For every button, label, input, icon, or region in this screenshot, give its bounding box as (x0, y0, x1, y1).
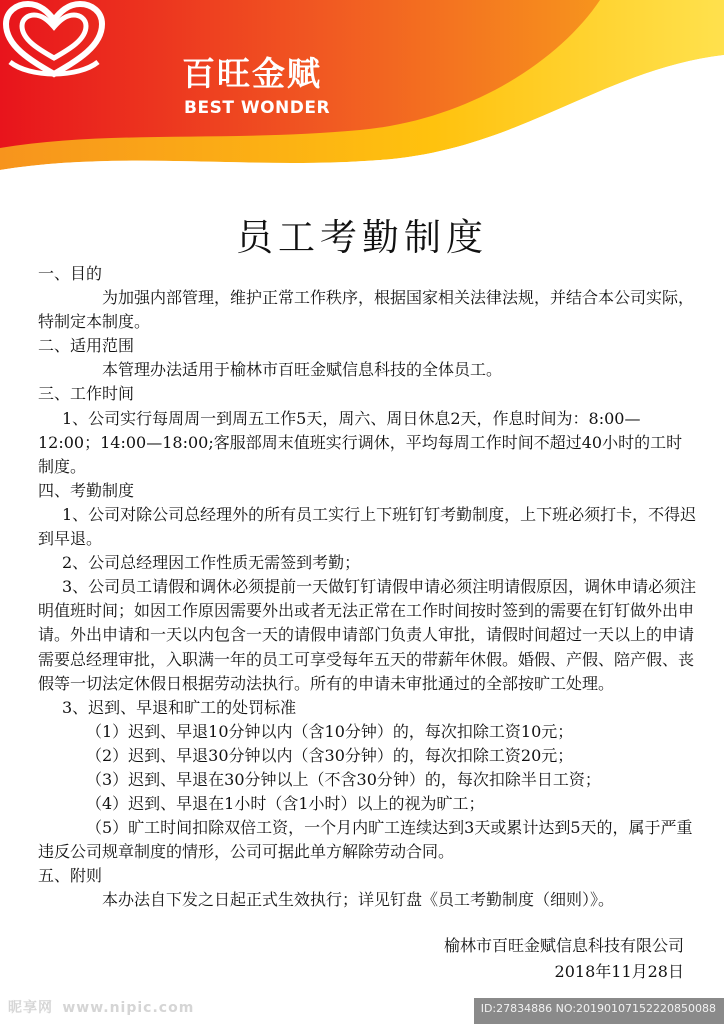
brand-name-en: BEST WONDER (184, 98, 331, 118)
watermark-logo (8, 990, 194, 1018)
document-body (38, 262, 698, 913)
penalty-item: （5）旷工时间扣除双倍工资，一个月内旷工连续达到3天或累计达到5天的，属于严重违反公司规章制度的情形，公司可据此单方解除劳动合同。 (38, 818, 693, 862)
paragraph: 3、迟到、早退和旷工的处罚标准 (62, 697, 297, 717)
penalty-item: （2）迟到、早退30分钟以内（含30分钟）的，每次扣除工资20元； (86, 745, 574, 765)
page-title: 员工考勤制度 (236, 216, 488, 259)
penalty-item: （4）迟到、早退在1小时（含1小时）以上的视为旷工； (86, 794, 485, 814)
section-heading: 三、工作时间 (38, 384, 135, 404)
banner-waves (0, 0, 724, 190)
penalty-item: （3）迟到、早退在30分钟以上（不含30分钟）的，每次扣除半日工资； (86, 769, 601, 789)
paragraph: 1、公司实行每周周一到周五工作5天，周六、周日休息2天，作息时间为：8:00—12:00；14:00—18:00;客服部周末值班实行调休，平均每周工作时间不超过40小时的工时制度。 (38, 408, 683, 476)
image-id-label: ID:27834886 NO:20190107152220850088 (480, 1002, 716, 1015)
section-heading: 四、考勤制度 (38, 480, 135, 500)
paragraph: 本办法自下发之日起正式生效执行；详见钉盘《员工考勤制度（细则）》。 (102, 890, 615, 910)
brand-name-cn: 百旺金赋 (182, 54, 322, 93)
logo-heart-icon (0, 0, 108, 80)
watermark-text: 昵享网 (8, 1000, 53, 1016)
watermark-url: www.nipic.com (62, 1000, 195, 1016)
section-heading: 一、目的 (38, 264, 103, 283)
paragraph: 2、公司总经理因工作性质无需签到考勤； (62, 553, 361, 573)
signature-date: 2018年11月28日 (554, 962, 684, 981)
paragraph: 本管理办法适用于榆林市百旺金赋信息科技的全体员工。 (102, 360, 503, 380)
paragraph: 为加强内部管理，维护正常工作秩序，根据国家相关法律法规，并结合本公司实际，特制定本制度。 (38, 288, 695, 332)
signature-company: 榆林市百旺金赋信息科技有限公司 (443, 936, 684, 955)
paragraph: 3、公司员工请假和调休必须提前一天做钉钉请假申请必须注明请假原因，调休申请必须注明值班时间；如因工作原因需要外出或者无法正常在工作时间按时签到的需要在钉钉做外出申请。外出申请和一天以内包含一天的请假申请部门负责人审批，请假时间超过一天以上的申请需要总经理审批，入职满一年的员工可享受每年五天的带薪年休假。婚假、产假、陪产假、丧假等一切法定休假日根据劳动法执行。所有的申请未审批通过的全部按旷工处理。 (38, 577, 697, 693)
section-heading: 五、附则 (38, 866, 103, 886)
paragraph: 1、公司对除公司总经理外的所有员工实行上下班钉钉考勤制度，上下班必须打卡，不得迟到早退。 (38, 504, 697, 549)
penalty-item: （1）迟到、早退10分钟以内（含10分钟）的，每次扣除工资10元； (86, 721, 574, 741)
header-banner (0, 0, 724, 190)
signature-block (444, 933, 684, 985)
section-heading: 二、适用范围 (38, 336, 135, 356)
